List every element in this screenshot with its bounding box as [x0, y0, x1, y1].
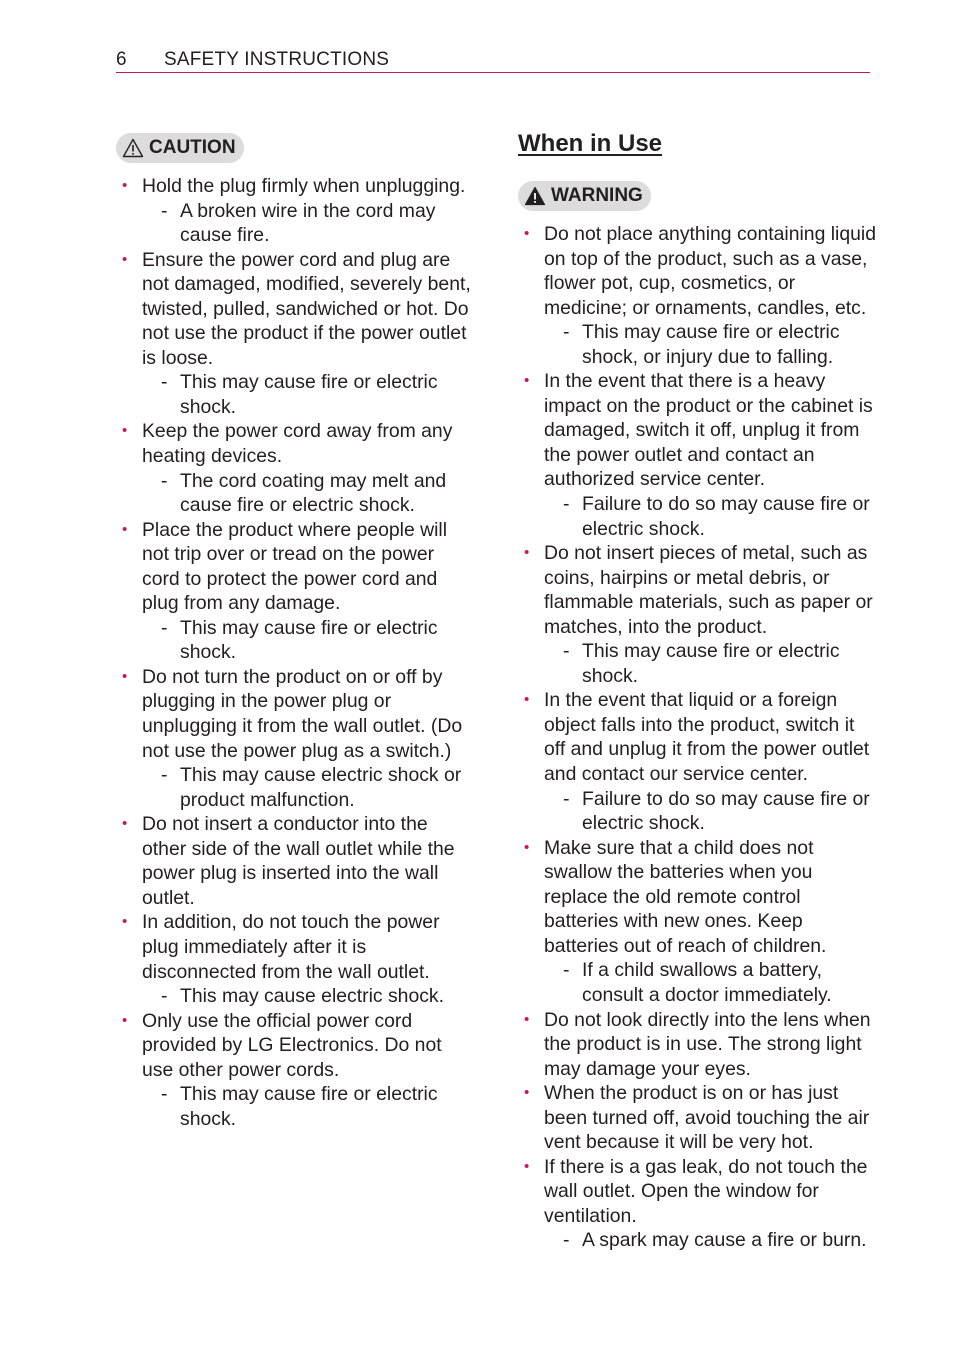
caution-list: [116, 174, 476, 1131]
list-item: [116, 174, 476, 248]
sub-item: - Failure to do so may cause fire or electric shock.: [563, 787, 870, 835]
bullet-icon: •: [122, 913, 128, 931]
sub-item: - This may cause fire or electric shock.: [161, 1083, 438, 1130]
item-text: In the event that liquid or a foreign object falls into the product, switch it off and unplug it from the power outlet and contact our service center.: [544, 689, 870, 786]
bullet-icon: •: [122, 250, 128, 268]
bullet-icon: •: [524, 691, 530, 709]
section-heading: When in Use: [518, 130, 663, 157]
bullet-icon: •: [524, 544, 530, 562]
sub-item: - This may cause fire or electric shock.: [563, 640, 840, 687]
sub-text: This may cause fire or electric shock.: [180, 371, 438, 418]
sub-text: Failure to do so may cause fire or electric shock.: [582, 493, 870, 540]
item-text: In the event that there is a heavy impact on the product or the cabinet is damaged, switch it off, unplug it from the power outlet and contact an authorized service center.: [544, 370, 873, 491]
warning-label: WARNING: [551, 185, 643, 206]
bullet-icon: •: [524, 1010, 530, 1028]
list-item: [116, 812, 476, 910]
sub-item: - A spark may cause a fire or burn.: [563, 1229, 867, 1252]
item-text: Make sure that a child does not swallow the batteries when you replace the old remote control batteries with new ones. Keep batteries out of reach of children.: [544, 836, 827, 957]
sub-text: This may cause fire or electric shock.: [582, 640, 840, 687]
sub-item: - This may cause fire or electric shock.: [161, 371, 438, 418]
section-title: SAFETY INSTRUCTIONS: [164, 49, 390, 70]
sub-item: - This may cause fire or electric shock.: [161, 616, 438, 664]
item-text: When the product is on or has just been turned off, avoid touching the air vent because it will be very hot.: [544, 1082, 870, 1154]
caution-badge: [116, 133, 244, 163]
list-item: [518, 1008, 878, 1082]
list-item: [518, 369, 878, 541]
item-text: Do not place anything containing liquid on top of the product, such as a vase, flower pot, cup, cosmetics, or medicine; or ornaments, candles, etc.: [544, 223, 877, 319]
item-text: Do not insert a conductor into the other side of the wall outlet while the power plug is inserted into the wall outlet.: [142, 813, 455, 909]
list-item: [116, 248, 476, 420]
sub-item: - This may cause electric shock or product malfunction.: [161, 764, 462, 811]
page-header: [116, 47, 870, 73]
warning-icon: [524, 186, 546, 206]
list-item: [518, 222, 878, 369]
item-text: Only use the official power cord provided by LG Electronics. Do not use other power cords.: [142, 1009, 442, 1081]
bullet-icon: •: [524, 372, 530, 390]
bullet-icon: •: [122, 520, 128, 538]
bullet-icon: •: [122, 667, 128, 685]
bullet-icon: •: [524, 1084, 530, 1102]
bullet-icon: •: [122, 1011, 128, 1029]
bullet-icon: •: [122, 422, 128, 440]
list-item: [116, 419, 476, 517]
sub-text: This may cause fire or electric shock.: [180, 616, 438, 664]
list-item: [116, 1009, 476, 1132]
bullet-icon: •: [122, 815, 128, 833]
sub-text: This may cause electric shock or product malfunction.: [180, 764, 462, 811]
item-text: Hold the plug firmly when unplugging.: [142, 175, 466, 197]
list-item: [518, 836, 878, 1008]
sub-text: If a child swallows a battery, consult a doctor immediately.: [582, 959, 832, 1006]
sub-text: A broken wire in the cord may cause fire.: [180, 199, 436, 247]
sub-text: This may cause fire or electric shock, or injury due to falling.: [582, 321, 840, 368]
item-text: In addition, do not touch the power plug immediately after it is disconnected from the wall outlet.: [142, 911, 440, 983]
sub-item: - This may cause fire or electric shock, or injury due to falling.: [563, 321, 840, 368]
bullet-icon: •: [524, 225, 530, 242]
item-text: Do not insert pieces of metal, such as coins, hairpins or metal debris, or flammable materials, such as paper or matches, into the product.: [544, 542, 873, 638]
bullet-icon: •: [122, 177, 128, 194]
sub-text: The cord coating may melt and cause fire or electric shock.: [180, 469, 447, 517]
sub-item: - If a child swallows a battery, consult a doctor immediately.: [563, 959, 832, 1006]
item-text: Place the product where people will not trip over or tread on the power cord to protect the power cord and plug from any damage.: [142, 518, 448, 615]
warning-badge: [518, 181, 651, 211]
list-item: [518, 1155, 878, 1253]
list-item: [518, 688, 878, 835]
sub-item: - This may cause electric shock.: [161, 985, 445, 1008]
sub-item: - Failure to do so may cause fire or electric shock.: [563, 493, 870, 540]
list-item: [518, 541, 878, 688]
list-item: [116, 665, 476, 812]
sub-item: - A broken wire in the cord may cause fire.: [161, 199, 436, 247]
sub-item: - The cord coating may melt and cause fire or electric shock.: [161, 469, 447, 517]
bullet-icon: •: [524, 1157, 530, 1175]
item-text: Do not turn the product on or off by plugging in the power plug or unplugging it from the wall outlet. (Do not use the power plug as a switch.): [142, 665, 463, 762]
warning-list: [518, 222, 878, 1253]
sub-text: This may cause fire or electric shock.: [180, 1083, 438, 1130]
page-number: 6: [116, 49, 127, 70]
bullet-icon: •: [524, 838, 530, 856]
item-text: If there is a gas leak, do not touch the wall outlet. Open the window for ventilation.: [544, 1155, 868, 1227]
sub-text: A spark may cause a fire or burn.: [582, 1229, 867, 1252]
caution-icon: [122, 138, 144, 158]
list-item: [116, 910, 476, 1008]
list-item: [116, 518, 476, 665]
list-item: [518, 1081, 878, 1155]
item-text: Keep the power cord away from any heating devices.: [142, 420, 453, 468]
item-text: Ensure the power cord and plug are not damaged, modified, severely bent, twisted, pulled, sandwiched or hot. Do not use the product if the power outlet is loose.: [142, 248, 471, 369]
sub-text: Failure to do so may cause fire or electric shock.: [582, 787, 870, 835]
sub-text: This may cause electric shock.: [180, 985, 445, 1008]
item-text: Do not look directly into the lens when the product is in use. The strong light may damage your eyes.: [544, 1008, 871, 1080]
caution-label: CAUTION: [149, 137, 236, 158]
